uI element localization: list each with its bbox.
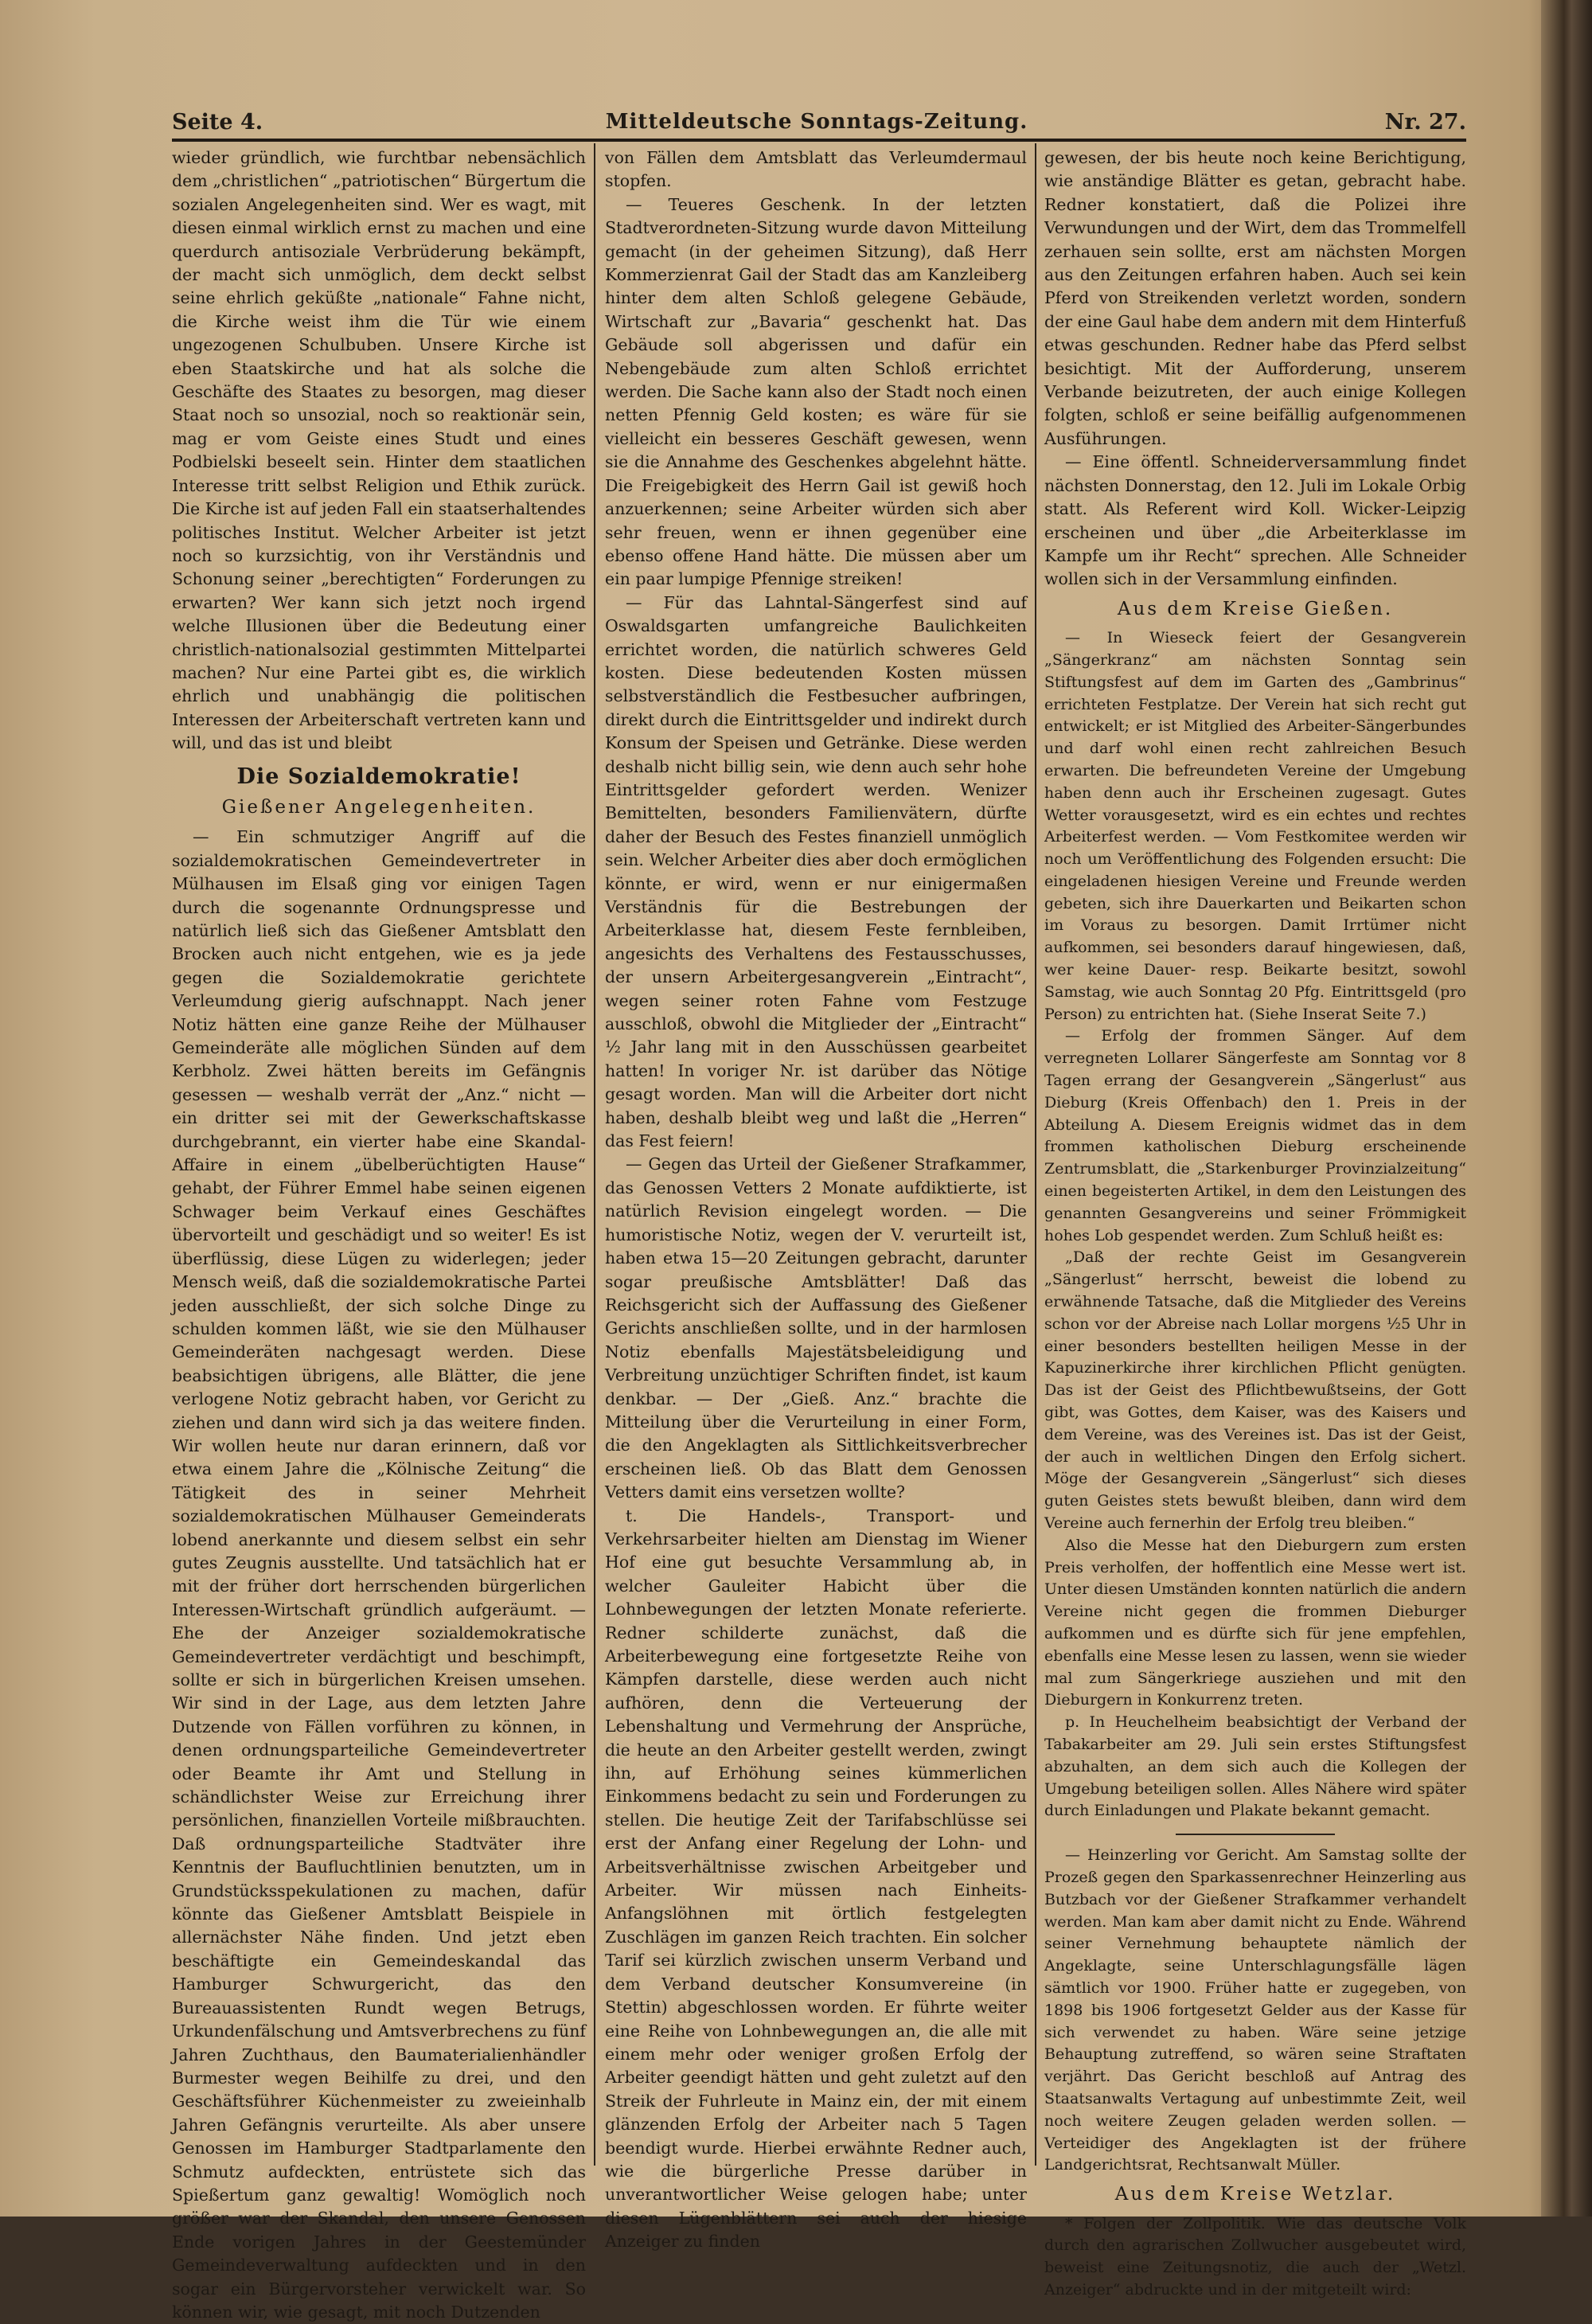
separator-rule — [1176, 1834, 1335, 1835]
article-paragraph: wieder gründlich, wie furchtbar nebensächlich dem „christlichen“ „patriotischen“ Bürgertum die sozialen Angelegenheiten sind. Wer es wagt, mit diesen einmal wirklich ernst zu machen und eine querdurch antisoziale Verbrüderung bekämpft, der macht sich unmöglich, dem deckt selbst seine ehrlich geküßte „nationale“ Fahne nicht, die Kirche weist ihm die Tür wie einem ungezogenen Schulbuben. Unsere Kirche ist eben Staatskirche und hat als solche die Geschäfte des Staates zu besorgen, mag dieser Staat noch so unsozial, noch so reaktionär sein, mag er vom Geiste eines Studt und eines Podbielski beseelt sein. Hinter dem staatlichen Interesse tritt selbst Religion und Ethik zurück. Die Kirche ist auf jeden Fall ein staatserhaltendes politisches Institut. Welcher Arbeiter ist jetzt noch so kurzsichtig, von ihr Verständnis und Schonung seiner „berechtigten“ Forderungen zu erwarten? Wer kann sich jetzt noch irgend welche Illusionen über die Bedeutung einer christlich-nationalsozial gestimmten Mittelpartei machen? Nur eine Partei gibt es, die wirklich ehrlich und unabhängig die politischen Interessen der Arbeiterschaft vertreten kann und will, und das ist und bleibt — [172, 148, 586, 753]
book-binding-edge — [1541, 0, 1592, 2217]
article-paragraph: — Für das Lahntal-Sängerfest sind auf Oswaldsgarten umfangreiche Baulichkeiten errichtet worden, die natürlich schweres Geld kosten. Diese bedeutenden Kosten müssen selbstverständlich die Festbesucher aufbringen, direkt durch die Eintrittsgelder und indirekt durch Konsum der Speisen und Getränke. Diese werden deshalb nicht billig sein, wie denn auch sehr hohe Eintrittsgelder gefordert werden. Wenizer Bemittelten, besonders Familienvätern, dürfte daher der Besuch des Festes finanziell unmöglich sein. Welcher Arbeiter dies aber doch ermöglichen könnte, er wird, wenn er nur einigermaßen Verständnis für die Bestrebungen der Arbeiterklasse hat, diesem Feste fernbleiben, angesichts des Verhaltens des Festausschusses, der unsern Arbeitergesangverein „Eintracht“, wegen seiner roten Fahne vom Festzuge ausschloß, obwohl die Mitglieder der „Eintracht“ ½ Jahr lang mit in den Ausschüssen gearbeitet hatten! In voriger Nr. ist darüber das Nötige gesagt worden. Man will die Arbeiter dort nicht haben, deshalb bleibt weg und laßt die „Herren“ das Fest feiern! — [605, 592, 1027, 1151]
issue-number: Nr. 27. — [1384, 110, 1466, 135]
article-paragraph: t. Die Handels-, Transport- und Verkehrsarbeiter hielten am Dienstag im Wiener Hof eine gut besuchte Versammlung ab, in welcher Gauleiter Habicht über die Lohnbewegungen der letzten Monate referierte. Redner schilderte zunächst, daß die Arbeiterbewegung eine fortgesetzte Reihe von Kämpfen darstelle, diese werden auch nicht aufhören, denn die Verteuerung der Lebenshaltung und Vermehrung der Ansprüche, die heute an den Arbeiter gestellt werden, zwingt ihn, auf Erhöhung seines kümmerlichen Einkommens bedacht zu sein und Forderungen zu stellen. Die heutige Zeit der Tarifabschlüsse sei erst der Anfang einer Regelung der Lohn- und Arbeitsverhältnisse zwischen Arbeitgeber und Arbeiter. Wir müssen nach Einheits-Anfangslöhnen mit örtlich festgelegten Zuschlägen im ganzen Reich trachten. Ein solcher Tarif sei kürzlich zwischen unserm Verband und dem Verband deutscher Konsumvereine (in Stettin) abgeschlossen worden. Er führte weiter eine Reihe von Lohnbewegungen an, die alle mit einem mehr oder weniger großen Erfolg der Arbeiter geendigt hätten und geht zuletzt auf den Streik der Fuhrleute in Mainz ein, der mit einem glänzenden Erfolg der Arbeiter nach 5 Tagen beendigt wurde. Hierbei erwähnte Redner auch, wie die bürgerliche Presse darüber in unverantwortlicher Weise gelogen habe; unter diesen Lügenblättern sei auch der hiesige Anzeiger zu finden — [605, 1506, 1027, 2252]
article-paragraph: von Fällen dem Amtsblatt das Verleumdermaul stopfen. — [605, 148, 1027, 191]
column-middle — [605, 146, 1027, 2252]
article-paragraph: „Daß der rechte Geist im Gesangverein „Sängerlust“ herrscht, beweist die lobend zu erwähnende Tatsache, daß die Mitglieder des Vereins schon vor der Abreise nach Lollar morgens ½5 Uhr in einer besonders bestellten heiligen Messe in der Kapuzinerkirche ihrer kirchlichen Pflicht genügten. Das ist der Geist des Pflichtbewußtseins, der Gott gibt, was Gottes, dem Kaiser, was des Kaisers und dem Vereine, was des Vereines ist. Das ist der Geist, der auch in weltlichen Dingen den Erfolg sichert. Möge der Gesangverein „Sängerlust“ sich dieses guten Geistes stets bewußt bleiben, dann wird dem Vereine auch fernerhin der Erfolg treu bleiben.“ — [1044, 1248, 1466, 1532]
page-number-label: Seite 4. — [172, 110, 263, 135]
newspaper-title: Mitteldeutsche Sonntags-Zeitung. — [605, 110, 1028, 134]
article-paragraph: — Teueres Geschenk. In der letzten Stadtverordneten-Sitzung wurde davon Mitteilung gemacht (in der geheimen Sitzung), daß Herr Kommerzienrat Gail der Stadt das am Kanzleiberg hinter dem alten Schloß gelegene Gebäude, Wirtschaft zur „Bavaria“ geschenkt hat. Das Gebäude soll abgerissen und dafür ein Nebengebäude zum alten Schloß errichtet werden. Die Sache kann also der Stadt noch einen netten Pfennig Geld kosten; es wäre für sie vielleicht ein besseres Geschäft gewesen, wenn sie die Annahme des Geschenkes abgelehnt hätte. Die Freigebigkeit des Herrn Gail ist gewiß hoch anzuerkennen; seine Arbeiter würden sich aber sehr freuen, wenn er ihnen gegenüber eine ebenso offene Hand hätte. Die müssen aber um ein paar lumpige Pfennige streiken! — [605, 194, 1027, 589]
column-divider — [594, 143, 595, 2166]
page-header — [172, 105, 1466, 140]
article-paragraph: gewesen, der bis heute noch keine Berichtigung, wie anständige Blätter es getan, gebracht habe. Redner konstatiert, daß die Polizei ihre Verwundungen und der Wirt, dem das Trommelfell zerhauen sein sollte, erst am nächsten Morgen aus den Zeitungen erfahren haben. Auch sei kein Pferd von Streikenden verletzt worden, sondern der eine Gaul habe dem andern mit dem Hinterfuß etwas geschunden. Redner habe das Pferd selbst besichtigt. Mit der Aufforderung, unserem Verbande beizutreten, der auch einige Kollegen folgten, schloß er seine beifällig aufgenommenen Ausführungen. — [1044, 148, 1466, 448]
section-heading: Die Sozialdemokratie! — [236, 764, 521, 789]
section-heading: Aus dem Kreise Wetzlar. — [1114, 2184, 1396, 2205]
column-left — [172, 146, 586, 2322]
article-paragraph: — Heinzerling vor Gericht. Am Samstag sollte der Prozeß gegen den Sparkassenrechner Heinzerling aus Butzbach vor der Gießener Strafkammer verhandelt werden. Man kam aber damit nicht zu Ende. Während seiner Vernehmung behauptete nämlich der Angeklagte, seine Unterschlagungsfälle lägen sämtlich vor 1900. Früher hatte er zugegeben, von 1898 bis 1906 fortgesetzt Gelder aus der Kasse für sich verwendet zu haben. Wäre seine jetzige Behauptung zutreffend, so wären seine Straftaten verjährt. Das Gericht beschloß auf Antrag des Staatsanwalts Vertagung auf unbestimmte Zeit, weil noch weitere Zeugen geladen werden sollen. — Verteidiger des Angeklagten ist der frühere Landgerichtsrat, Rechtsanwalt Müller. — [1044, 1846, 1466, 2174]
column-right — [1044, 146, 1466, 2299]
column-divider — [1035, 143, 1036, 2166]
article-paragraph: — Eine öffentl. Schneiderversammlung findet nächsten Donnerstag, den 12. Juli im Lokale Orbig statt. Als Referent wird Koll. Wicker-Leipzig erscheinen und über „die Arbeiterklasse im Kampfe um ihr Recht“ sprechen. Alle Schneider wollen sich in der Versammlung einfinden. — [1044, 452, 1466, 589]
article-paragraph: p. In Heuchelheim beabsichtigt der Verband der Tabakarbeiter am 29. Juli sein erstes Stiftungsfest abzuhalten, an dem sich auch die Kollegen der Umgebung beteiligen sollen. Alles Nähere wird später durch Einladungen und Plakate bekannt gemacht. — [1044, 1713, 1466, 1820]
article-paragraph: — Ein schmutziger Angriff auf die sozialdemokratischen Gemeindevertreter in Mülhausen im Elsaß ging vor einigen Tagen durch die sogenannte Ordnungspresse und natürlich ließ sich das Gießener Amtsblatt den Brocken auch nicht entgehen, wie es ja jede gegen die Sozialdemokratie gerichtete Verleumdung gierig aufschnappt. Nach jener Notiz hätten eine ganze Reihe der Mülhauser Gemeinderäte alle möglichen Sünden auf dem Kerbholz. Zwei hätten bereits im Gefängnis gesessen — weshalb verrät der „Anz.“ nicht — ein dritter sei mit der Gewerkschaftskasse durchgebrannt, ein vierter habe eine Skandal-Affaire in einem „übelberüchtigten Hause“ gehabt, der Führer Emmel habe seinen eigenen Schwager beim Verkauf eines Geschäftes übervorteilt und geschädigt und so weiter! Es ist überflüssig, diese Lügen zu widerlegen; jeder Mensch weiß, daß die sozialdemokratische Partei jeden ausschließt, der sich solche Dinge zu schulden kommen läßt, wie sie den Mülhauser Gemeinderäten nachgesagt werden. Diese beabsichtigen übrigens, alle Blätter, die jene verlogene Notiz gebracht haben, vor Gericht zu ziehen und dann wird sich ja das weitere finden. Wir wollen heute nur daran erinnern, daß vor etwa einem Jahre die „Kölnische Zeitung“ die Tätigkeit des in seiner Mehrheit sozialdemokratischen Mülhauser Gemeinderats lobend anerkannte und diesem selbst ein sehr gutes Zeugnis ausstellte. Und tatsächlich hat er mit der früher dort herrschenden bürgerlichen Interessen-Wirtschaft gründlich aufgeräumt. — Ehe der Anzeiger sozialdemokratische Gemeindevertreter verdächtigt und beschimpft, sollte er sich in bürgerlichen Kreisen umsehen. Wir sind in der Lage, aus dem letzten Jahre Dutzende von Fällen vorführen zu können, in denen ordnungsparteiliche Gemeindevertreter oder Beamte ihr Amt und Stellung in schändlichster Weise zur Erreichung ihrer persönlichen, finanziellen Vorteile mißbrauchten. Daß ordnungsparteiliche Stadtväter ihre Kenntnis der Baufluchtlinien benutzten, um in Grundstücksspekulationen zu machen, dafür könnte das Gießener Amtsblatt Beispiele in allernächster Nähe finden. Und jetzt eben beschäftigte ein Gemeindeskandal das Hamburger Schwurgericht, das den Bureauassistenten Rundt wegen Betrugs, Urkundenfälschung und Amtsverbrechens zu fünf Jahren Zuchthaus, den Baumaterialienhändler Burmester wegen Beihilfe zu drei, und den Geschäftsführer Küchenmeister zu zweieinhalb Jahren Gefängnis verurteilte. Als aber unsere Genossen im Hamburger Stadtparlamente den Schmutz aufdeckten, entrüstete sich das Spießertum ganz gewaltig! Womöglich noch größer war der Skandal, den unsere Genossen Ende vorigen Jahres in der Geestemünder Gemeindeverwaltung aufdeckten und in den sogar ein Bürgervorsteher verwickelt war. So können wir, wie gesagt, mit noch Dutzenden — [172, 827, 586, 2322]
article-paragraph: — In Wieseck feiert der Gesangverein „Sängerkranz“ am nächsten Sonntag sein Stiftungsfest auf dem im Garten des „Gambrinus“ errichteten Festplatze. Der Verein hat sich recht gut entwickelt; er ist Mitglied des Arbeiter-Sängerbundes und darf wohl einen recht zahlreichen Besuch erwarten. Die befreundeten Vereine der Umgebung haben denn auch ihr Erscheinen zugesagt. Gutes Wetter vorausgesetzt, wird es ein echtes und rechtes Arbeiterfest werden. — Vom Festkomitee werden wir noch um Veröffentlichung des Folgenden ersucht: Die eingeladenen hiesigen Vereine und Freunde werden gebeten, sich ihre Dauerkarten und Beikarten schon im Voraus zu besorgen. Damit Irrtümer nicht aufkommen, sei besonders darauf hingewiesen, daß, wer keine Dauer- resp. Beikarte besitzt, sowohl Samstag, wie auch Sonntag 20 Pfg. Eintrittsgeld (pro Person) zu entrichten hat. (Siehe Inserat Seite 7.) — [1044, 629, 1466, 1023]
article-paragraph: — Erfolg der frommen Sänger. Auf dem verregneten Lollarer Sängerfeste am Sonntag vor 8 Tagen errang der Gesangverein „Sängerlust“ aus Dieburg (Kreis Offenbach) den 1. Preis in der Abteilung A. Diesem Ereignis widmet das in dem frommen katholischen Dieburg erscheinende Zentrumsblatt, die „Starkenburger Provinzialzeitung“ einen begeisterten Artikel, in dem den Leistungen des genannten Gesangvereins und seiner Frömmigkeit hohes Lob gespendet werden. Zum Schluß heißt es: — [1044, 1027, 1466, 1244]
article-paragraph: * Folgen der Zollpolitik. Wie das deutsche Volk durch den agrarischen Zollwucher ausgebeutet wird, beweist eine Zeitungsnotiz, die auch der „Wetzl. Anzeiger“ abdruckte und in der mitgeteilt wird: — [1044, 2214, 1466, 2299]
section-heading: Aus dem Kreise Gießen. — [1117, 598, 1394, 619]
article-paragraph: — Gegen das Urteil der Gießener Strafkammer, das Genossen Vetters 2 Monate aufdiktierte, ist natürlich Revision eingelegt worden. — Die humoristische Notiz, wegen der V. verurteilt ist, haben etwa 15—20 Zeitungen gebracht, darunter sogar preußische Amtsblätter! Daß das Reichsgericht sich der Auffassung des Gießener Gerichts anschließen sollte, und in der harmlosen Notiz ebenfalls Majestätsbeleidigung und Verbreitung unzüchtiger Schriften findet, ist kaum denkbar. — Der „Gieß. Anz.“ brachte die Mitteilung über die Verurteilung in einer Form, die den Angeklagten als Sittlichkeitsverbrecher erscheinen ließ. Ob das Blatt dem Genossen Vetters damit eins versetzen wollte? — [605, 1154, 1027, 1502]
article-paragraph: Also die Messe hat den Dieburgern zum ersten Preis verholfen, der hoffentlich eine Messe wert ist. Unter diesen Umständen konnten natürlich die andern Vereine nicht gegen die frommen Dieburger aufkommen und es dürfte sich für jene empfehlen, ebenfalls eine Messe lesen zu lassen, wenn sie wieder mal zum Sängerkriege ausziehen und mit den Dieburgern in Konkurrenz treten. — [1044, 1536, 1466, 1709]
header-rule — [172, 139, 1466, 142]
section-heading: Gießener Angelegenheiten. — [221, 796, 537, 818]
